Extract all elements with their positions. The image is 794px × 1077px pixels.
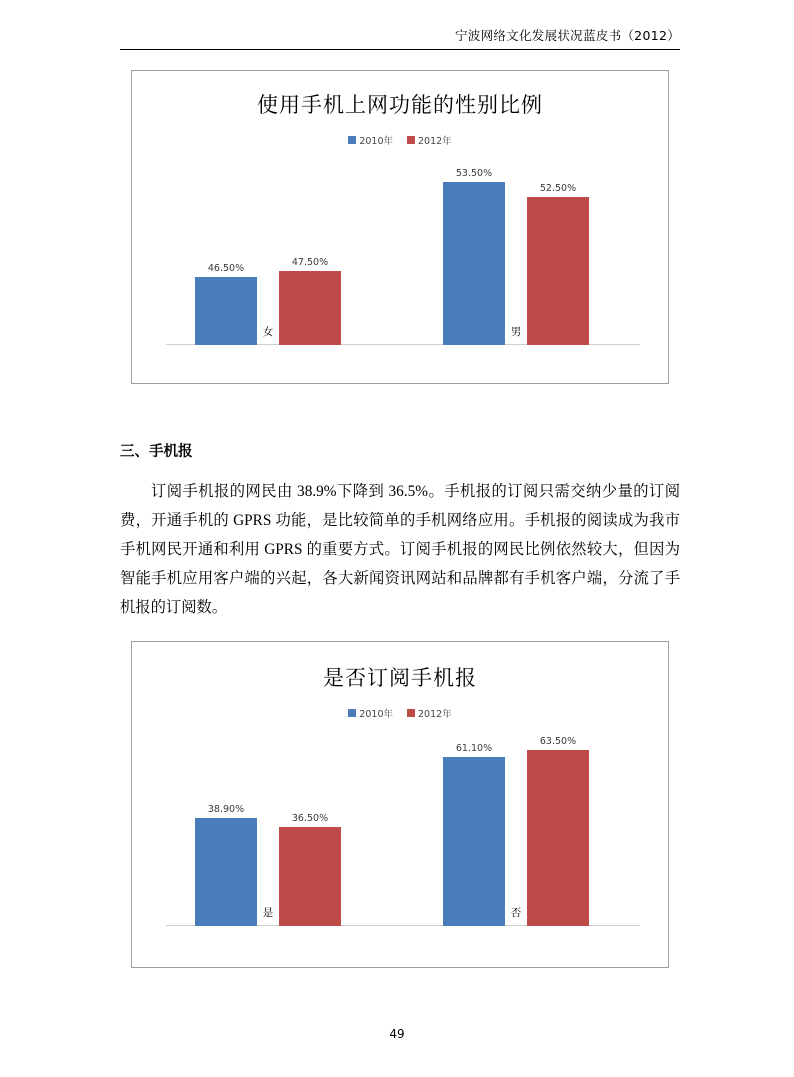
category-label-no: 否 — [510, 907, 522, 919]
bar-male-2010 — [443, 163, 505, 345]
legend-item-2010 — [348, 706, 393, 720]
bar-no-2010 — [443, 736, 505, 926]
chart-title: 使用手机上网功能的性别比例 — [257, 93, 543, 117]
bar-value-label: 38.90% — [207, 804, 245, 815]
page-number: 49 — [389, 1027, 405, 1041]
paragraph-text: 订阅手机报的网民由 38.9%下降到 36.5%。手机报的订阅只需交纳少量的订阅费，开通手机的 GPRS 功能，是比较简单的手机网络应用。手机报的阅读成为我市手机网民开通和利用 GPRS 的重要方式。订阅手机报的网民比例依然较大，但因为智能手机应用客户端的兴起，各大新闻资讯网站和品牌都有手机客户端，分流了手机报的订阅数。 — [120, 483, 680, 616]
bar-value-label: 61.10% — [455, 743, 493, 754]
chart-plot-area — [150, 726, 650, 952]
bar-value-label: 36.50% — [291, 813, 329, 824]
category-label-male: 男 — [510, 326, 522, 338]
legend-label-2010: 2010年 — [359, 709, 393, 720]
bar-group-no — [416, 736, 616, 926]
legend-item-2010 — [348, 133, 393, 147]
header-divider — [120, 49, 680, 50]
category-label-female: 女 — [262, 326, 274, 338]
bar-rect — [527, 750, 589, 926]
bar-female-2010 — [195, 163, 257, 345]
bar-male-2012 — [527, 163, 589, 345]
legend-swatch-2010 — [348, 709, 356, 717]
chart-gender-mobile-internet — [131, 70, 669, 384]
bar-rect — [527, 197, 589, 345]
bar-value-label: 63.50% — [539, 736, 577, 747]
bar-value-label: 47.50% — [291, 257, 329, 268]
bar-yes-2012 — [279, 736, 341, 926]
bar-group-yes — [168, 736, 368, 926]
chart-legend — [132, 706, 668, 720]
bar-group-male — [416, 163, 616, 345]
legend-label-2010: 2010年 — [359, 136, 393, 147]
legend-label-2012: 2012年 — [418, 709, 452, 720]
bar-value-label: 52.50% — [539, 183, 577, 194]
running-header: 宁波网络文化发展状况蓝皮书（2012） — [454, 28, 680, 43]
legend-swatch-2010 — [348, 136, 356, 144]
bar-no-2012 — [527, 736, 589, 926]
bar-rect — [443, 757, 505, 926]
legend-item-2012 — [407, 706, 452, 720]
legend-item-2012 — [407, 133, 452, 147]
legend-swatch-2012 — [407, 136, 415, 144]
bar-yes-2010 — [195, 736, 257, 926]
bar-value-label: 53.50% — [455, 168, 493, 179]
chart-mobile-newspaper-subscription — [131, 641, 669, 968]
bar-group-female — [168, 163, 368, 345]
bar-rect — [443, 182, 505, 345]
section-heading: 三、手机报 — [120, 444, 193, 460]
chart-title: 是否订阅手机报 — [323, 666, 477, 690]
bar-female-2012 — [279, 163, 341, 345]
body-paragraph — [120, 477, 680, 622]
category-label-yes: 是 — [262, 907, 274, 919]
chart-legend — [132, 133, 668, 147]
legend-swatch-2012 — [407, 709, 415, 717]
chart-plot-area — [150, 153, 650, 371]
legend-label-2012: 2012年 — [418, 136, 452, 147]
bar-value-label: 46.50% — [207, 263, 245, 274]
